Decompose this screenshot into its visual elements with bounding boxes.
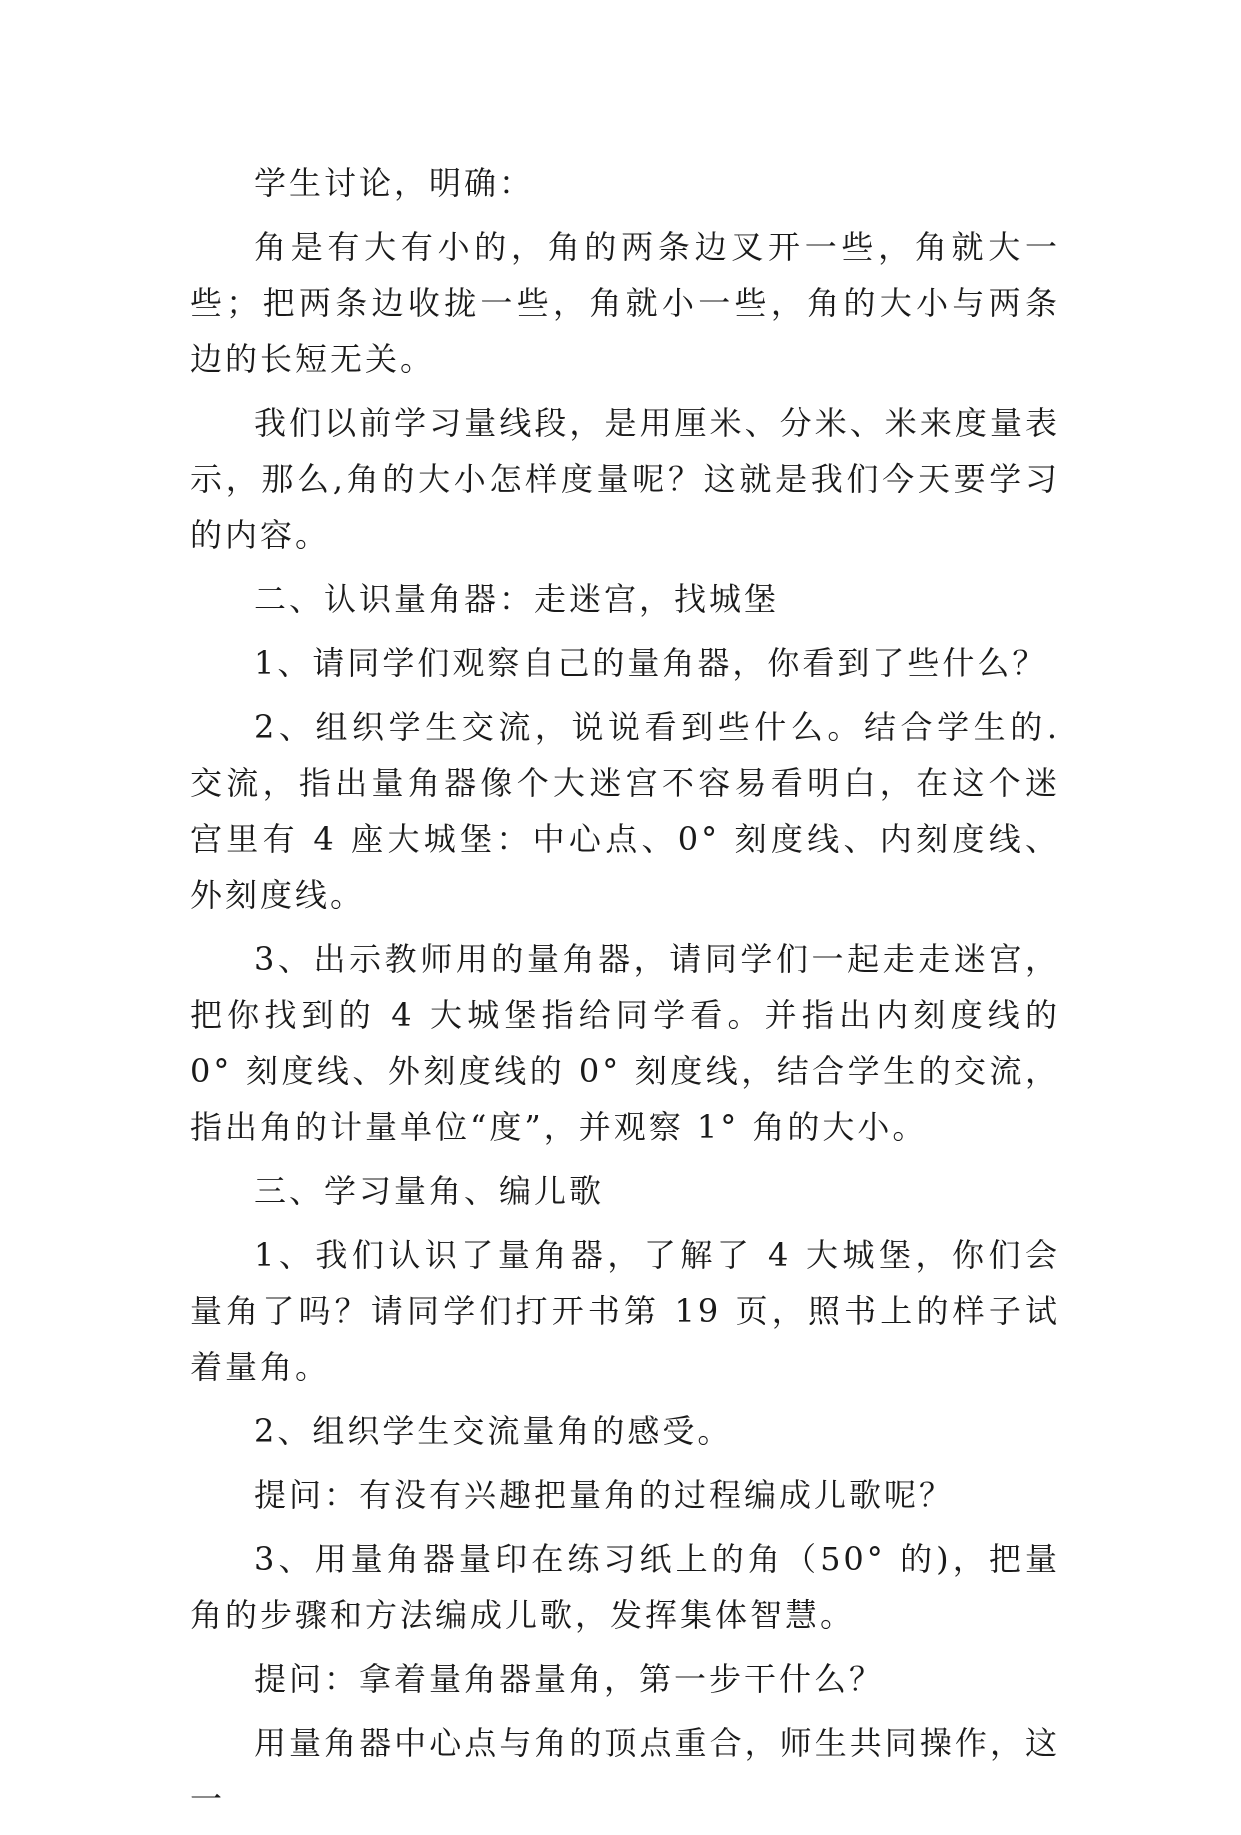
paragraph: 学生讨论，明确： bbox=[254, 164, 535, 202]
paragraph: 1、请同学们观察自己的量角器，你看到了些什么？ bbox=[254, 644, 1048, 682]
paragraph: 3、用量角器量印在练习纸上的角（50° 的)，把量角的步骤和方法编成儿歌，发挥集体智慧。 bbox=[190, 1540, 1060, 1634]
paragraph: 3、出示教师用的量角器，请同学们一起走走迷宫，把你找到的 4 大城堡指给同学看。并指出内刻度线的 0° 刻度线、外刻度线的 0° 刻度线，结合学生的交流，指出角的计量单位“度”，并观察 1° 角的大小。 bbox=[190, 940, 1060, 1146]
document-body bbox=[190, 155, 1060, 1835]
paragraph: 提问：有没有兴趣把量角的过程编成儿歌呢？ bbox=[254, 1476, 955, 1514]
paragraph: 提问：拿着量角器量角，第一步干什么？ bbox=[254, 1660, 885, 1698]
paragraph: 1、我们认识了量角器，了解了 4 大城堡，你们会量角了吗？请同学们打开书第 19 页，照书上的样子试着量角。 bbox=[190, 1236, 1060, 1386]
paragraph: 用量角器中心点与角的顶点重合，师生共同操作，这一 bbox=[190, 1724, 1060, 1818]
paragraph: 我们以前学习量线段，是用厘米、分米、米来度量表示，那么,角的大小怎样度量呢？这就是我们今天要学习的内容。 bbox=[190, 404, 1060, 554]
paragraph: 角是有大有小的，角的两条边叉开一些，角就大一些；把两条边收拢一些，角就小一些，角的大小与两条边的长短无关。 bbox=[190, 228, 1060, 378]
section-heading: 二、认识量角器：走迷宫，找城堡 bbox=[254, 580, 780, 618]
section-heading: 三、学习量角、编儿歌 bbox=[254, 1172, 605, 1210]
paragraph: 2、组织学生交流，说说看到些什么。结合学生的.交流，指出量角器像个大迷宫不容易看明白，在这个迷宫里有 4 座大城堡：中心点、0° 刻度线、内刻度线、外刻度线。 bbox=[190, 708, 1060, 914]
paragraph: 2、组织学生交流量角的感受。 bbox=[254, 1412, 733, 1450]
